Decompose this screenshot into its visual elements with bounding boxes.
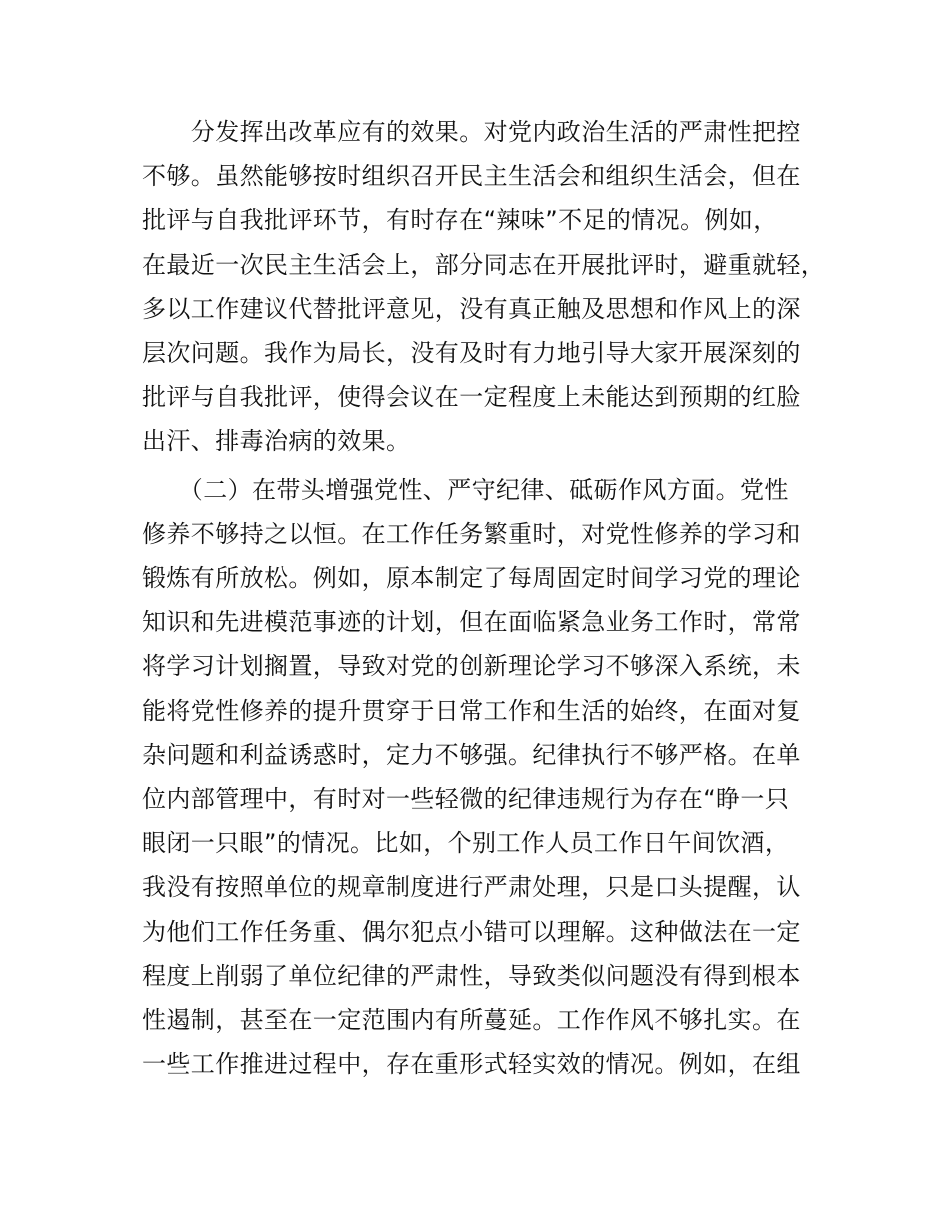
text-line: 为他们工作任务重、偶尔犯点小错可以理解。这种做法在一定 [142, 917, 801, 946]
text-line: 能将党性修养的提升贯穿于日常工作和生活的始终，在面对复 [142, 696, 801, 725]
text-line: 锻炼有所放松。例如，原本制定了每周固定时间学习党的理论 [142, 564, 801, 593]
text-line: 多以工作建议代替批评意见，没有真正触及思想和作风上的深 [142, 294, 801, 323]
text-line: 杂问题和利益诱惑时，定力不够强。纪律执行不够严格。在单 [142, 740, 801, 769]
text-line: 性遏制，甚至在一定范围内有所蔓延。工作作风不够扎实。在 [142, 1006, 801, 1035]
text-line: 批评与自我批评，使得会议在一定程度上未能达到预期的红脸 [142, 383, 801, 412]
text-line: 程度上削弱了单位纪律的严肃性，导致类似问题没有得到根本 [142, 961, 801, 990]
text-line: 将学习计划搁置，导致对党的创新理论学习不够深入系统，未 [142, 652, 801, 681]
paragraph-section-two [142, 468, 842, 1087]
text-line: 出汗、排毒治病的效果。 [142, 427, 411, 456]
section-heading-line: （二）在带头增强党性、严守纪律、砥砺作风方面。党性 [142, 475, 789, 504]
text-line: 修养不够持之以恒。在工作任务繁重时，对党性修养的学习和 [142, 519, 801, 548]
text-line: 一些工作推进过程中，存在重形式轻实效的情况。例如，在组 [142, 1050, 801, 1079]
paragraph-party-life [142, 110, 842, 464]
text-line: 眼闭一只眼”的情况。比如，个别工作人员工作日午间饮酒， [142, 829, 790, 858]
text-line: 位内部管理中，有时对一些轻微的纪律违规行为存在“睁一只 [142, 785, 790, 814]
text-line: 在最近一次民主生活会上，部分同志在开展批评时，避重就轻， [142, 250, 826, 279]
text-line: 知识和先进模范事迹的计划，但在面临紧急业务工作时，常常 [142, 608, 801, 637]
text-line: 层次问题。我作为局长，没有及时有力地引导大家开展深刻的 [142, 339, 801, 368]
text-line: 我没有按照单位的规章制度进行严肃处理，只是口头提醒，认 [142, 873, 801, 902]
document-body [142, 110, 842, 1086]
text-line: 不够。虽然能够按时组织召开民主生活会和组织生活会，但在 [142, 162, 801, 191]
text-line: 批评与自我批评环节，有时存在“辣味”不足的情况。例如， [142, 206, 778, 235]
text-line: 分发挥出改革应有的效果。对党内政治生活的严肃性把控 [142, 118, 801, 146]
